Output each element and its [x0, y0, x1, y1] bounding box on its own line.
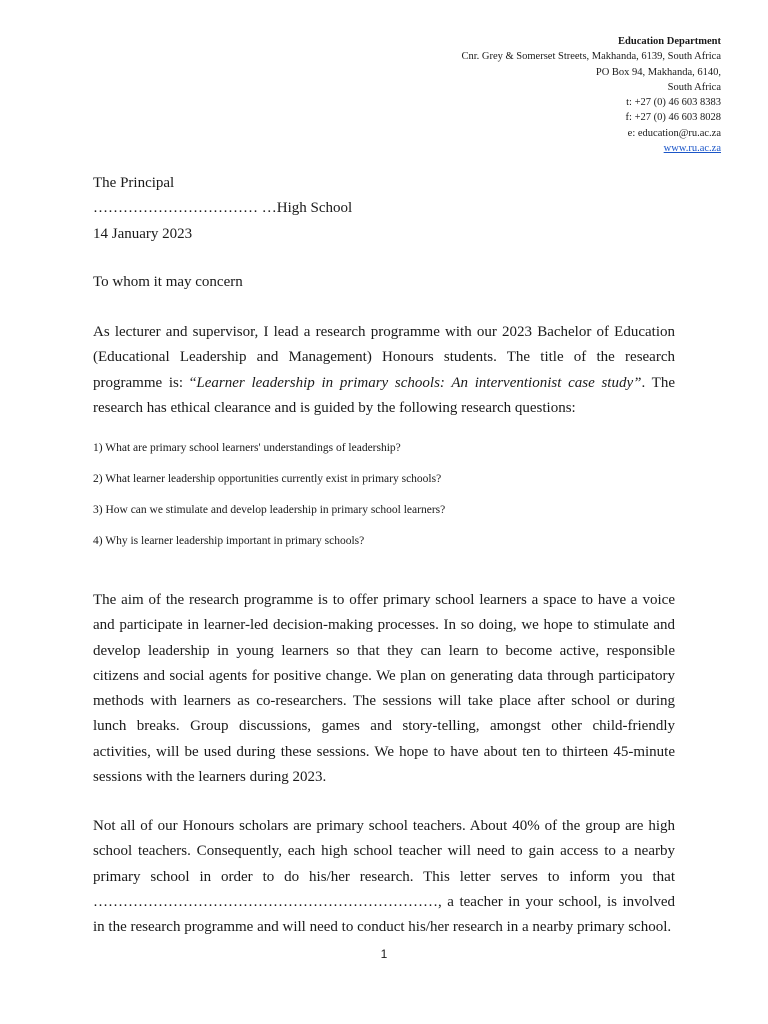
- fax-number: f: +27 (0) 46 603 8028: [625, 112, 721, 124]
- department-name: Education Department: [618, 36, 721, 47]
- salutation: To whom it may concern: [93, 274, 243, 290]
- recipient-block: [93, 171, 675, 247]
- programme-title: Learner leadership in primary schools: An interventionist case study”: [196, 374, 642, 391]
- email-address: e: education@ru.ac.za: [627, 127, 721, 139]
- recipient-school: …………………………… …High School: [93, 200, 353, 217]
- letterhead: [301, 34, 721, 156]
- research-question: 1) What are primary school learners' understandings of leadership?: [93, 442, 401, 454]
- recipient-title: The Principal: [93, 175, 175, 191]
- country: South Africa: [667, 81, 721, 93]
- website-link[interactable]: www.ru.ac.za: [663, 143, 721, 155]
- intro-paragraph: [93, 320, 675, 421]
- po-box: PO Box 94, Makhanda, 6140,: [595, 66, 721, 78]
- intro-text-end: . The research has ethical clearance and is guided by the following research questions:: [93, 374, 675, 416]
- research-question: 4) Why is learner leadership important in primary schools?: [93, 535, 365, 547]
- page-number: 1: [380, 947, 388, 961]
- intro-text: As lecturer and supervisor, I lead a research programme with our 2023 Bachelor of Education (Educational Leadership and Management) Honours students. The title of the research programme is: “: [93, 324, 675, 391]
- research-question: 3) How can we stimulate and develop leadership in primary school learners?: [93, 504, 446, 516]
- letter-date: 14 January 2023: [93, 225, 193, 242]
- access-paragraph: Not all of our Honours scholars are primary school teachers. About 40% of the group are high school teachers. Consequently, each high school teacher will need to gain access to a nearby primary school in order to do his/her research. This letter serves to inform you that ……………………………………………………………, a teacher in your school, is involved in the research programme and will need to conduct his/her research in a nearby primary school.: [93, 818, 675, 936]
- street-address: Cnr. Grey & Somerset Streets, Makhanda, 6139, South Africa: [461, 51, 721, 63]
- aim-paragraph: The aim of the research programme is to offer primary school learners a space to have a voice and participate in learner-led decision-making processes. In so doing, we hope to stimulate and develop leadership in young learners so that they can learn to become active, responsible citizens and social agents for positive change. We plan on generating data through participatory methods with learners as co-researchers. The sessions will take place after school or during lunch breaks. Group discussions, games and story-telling, amongst other child-friendly activities, will be used during these sessions. We hope to have about ten to thirteen 45-minute sessions with the learners during 2023.: [93, 592, 675, 786]
- phone-number: t: +27 (0) 46 603 8383: [626, 97, 721, 109]
- research-question: 2) What learner leadership opportunities currently exist in primary schools?: [93, 473, 442, 485]
